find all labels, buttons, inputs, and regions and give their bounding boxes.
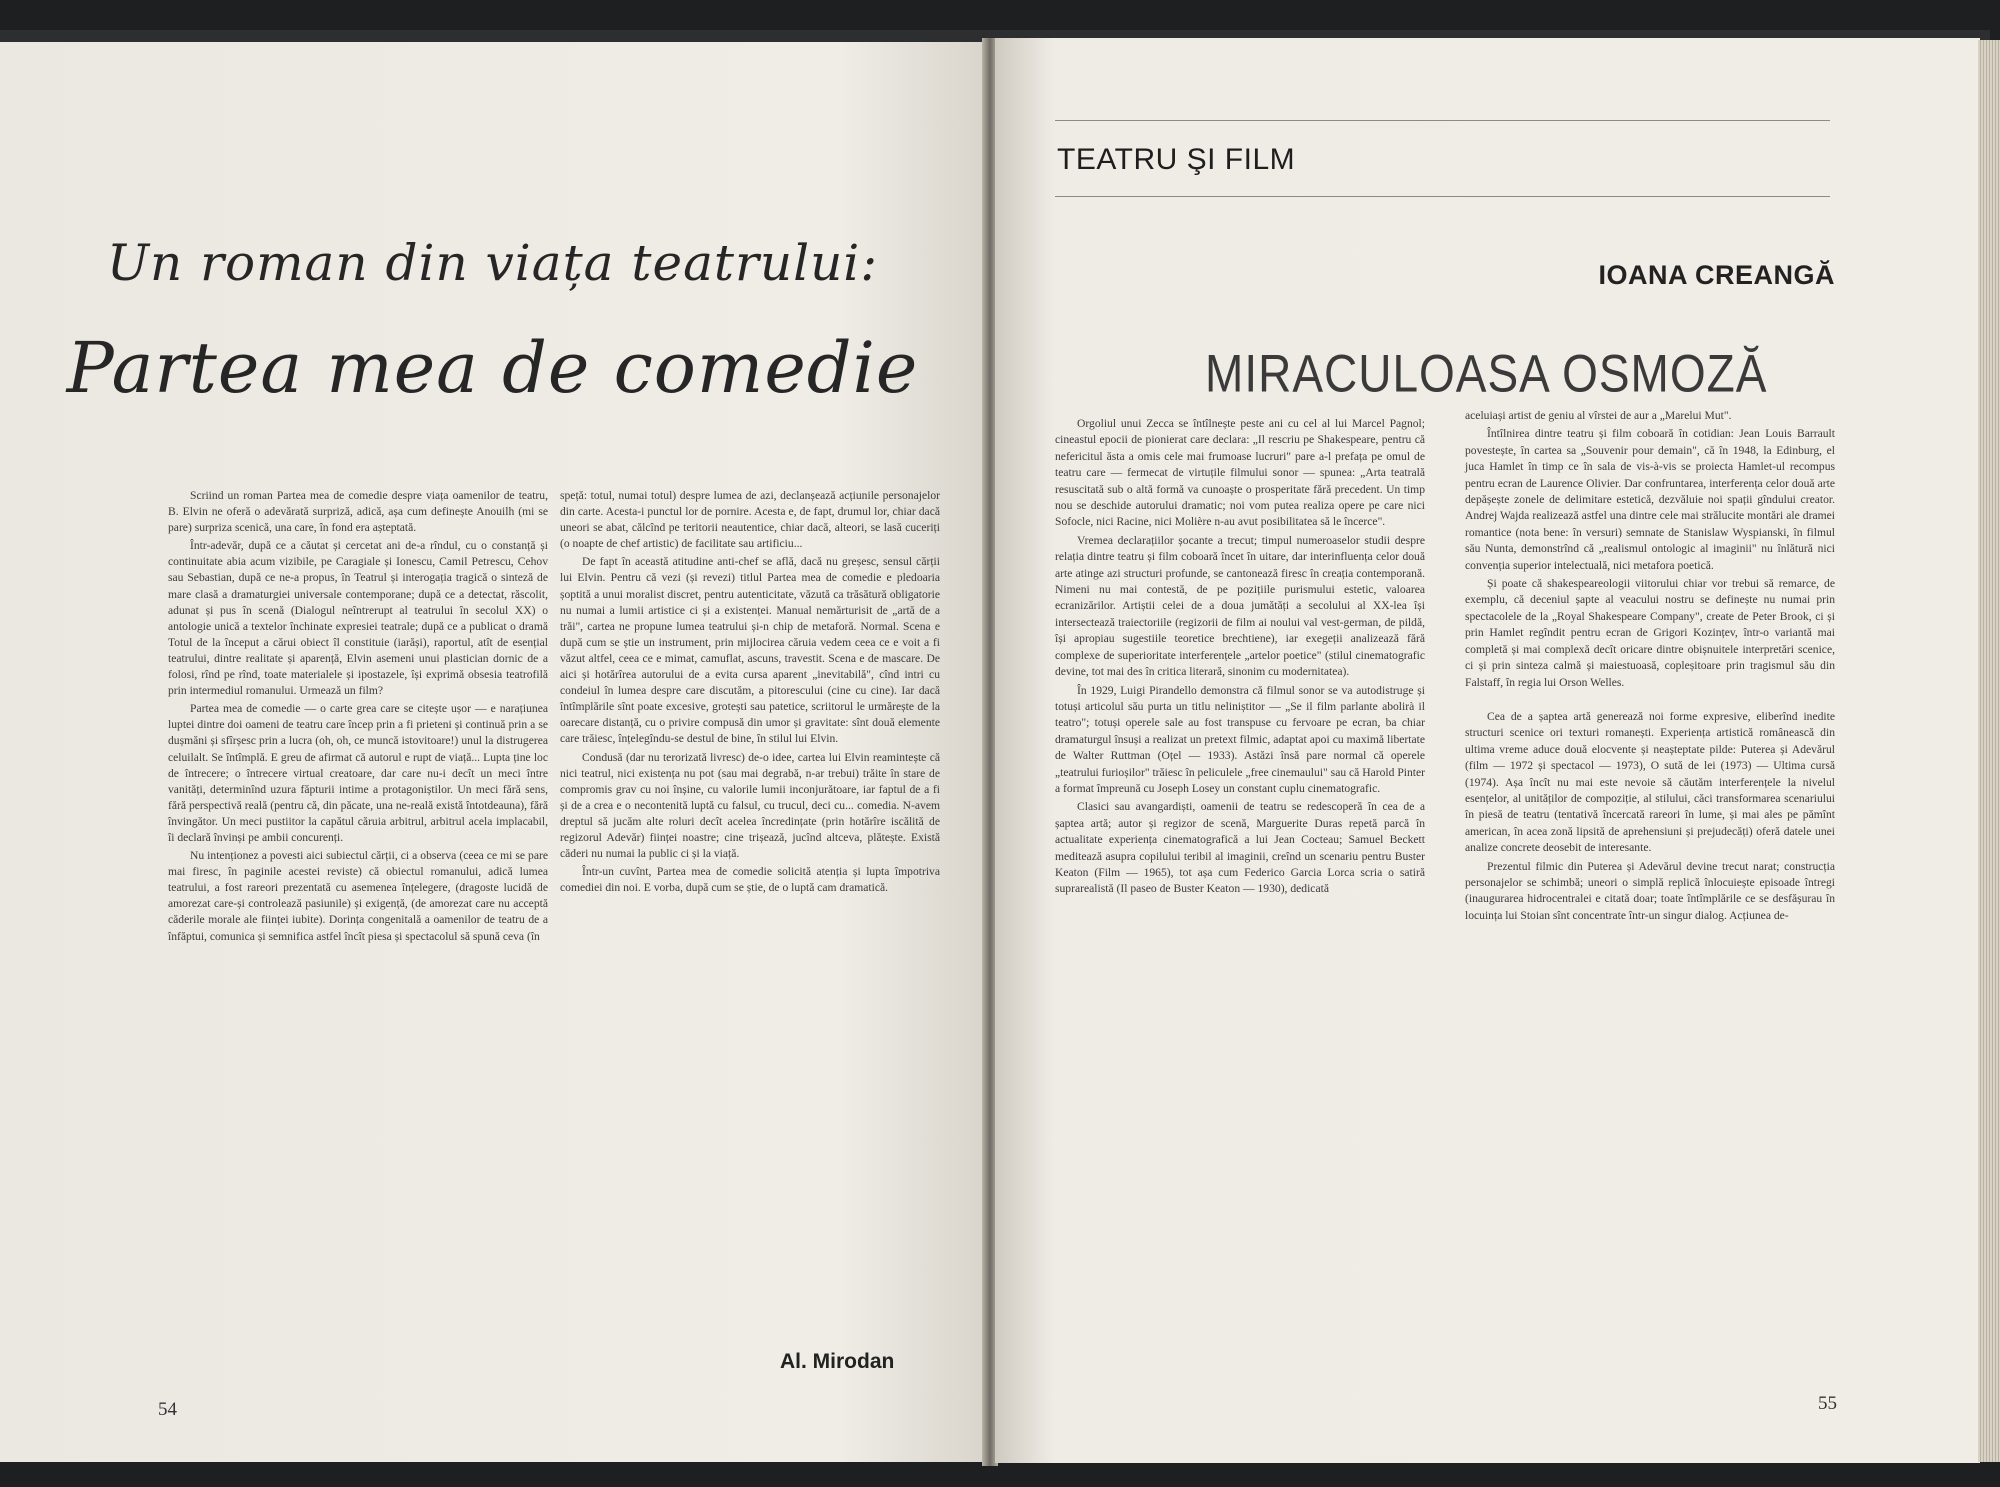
paragraph: De fapt în această atitudine anti-chef se află, dacă nu greșesc, sensul cărții lui Elvin. Pentru că vezi (și revezi) titlul Partea mea de comedie e pledoaria șoptită a unui moralist discret, pentru autenticitate, văzută ca trăsătură obligatorie nu numai a lumii artistice ci și a existenței. Manual nemărturisit de „artă de a trăi", cartea ne propune lumea teatrului și-n chip de metaforă. Normal. Scena e după cum se știe un instrument, prin mijlocirea căruia vedem ceea ce e voit a fi văzut altfel, ceea ce e mimat, camuflat, ascuns, travestit. Scena e de mascare. De aici și hotărîrea autorului de a evita cursa aparent „inevitabilă", cînd intri cu condeiul în lumea despre care discutăm, a pitorescului (cine cu cine). Iar dacă întîmplările sînt poate excesive, grotești sau patetice, scriitorul le urmărește de la oarecare distanță, cu o privire compusă din umor și gravitate: sînt două elemente care trăiesc, înțelegîndu-se destul de bine, în stilul lui Elvin.: [560, 555, 940, 746]
section-rule-top: [1055, 120, 1830, 121]
paragraph: Clasici sau avangardiști, oamenii de teatru se redescoperă în cea de a șaptea artă; autor și regizor de scenă, Marguerite Duras repetă parcă în actualitate experiența cinematografică a lui Jean Cocteau; Samuel Beckett meditează asupra copilului teribil al imaginii, creînd un scenariu pentru Buster Keaton (Film — 1965), tot așa cum Federico Garcia Lorca scria o satiră suprarealistă (Il paseo de Buster Keaton — 1930), dedicată: [1055, 800, 1425, 896]
article-title-line1: Un roman din viața teatrului:: [106, 234, 879, 292]
paragraph: Prezentul filmic din Puterea și Adevărul devine trecut narat; construcția personajelor se schimbă; uneori o simplă replică înlocuiește episoade întregi (inaugurarea hidrocentralei e citată doar; toate întîmplările ce se desfășurau în locuința lui Stoian sînt concentrate într-un singur dialog. Acțiunea de-: [1465, 859, 1835, 922]
paragraph: speță: totul, numai totul) despre lumea de azi, declanșează acțiunile personajelor din carte. Acesta-i punctul lor de pornire. Acesta e, de fapt, drumul lor, chiar dacă uneori se abat, călcînd pe teritorii neautentice, chiar dacă, alteori, se lasă cuceriți (o noapte de chef artistic) de facilitate sau artificiu...: [560, 489, 940, 551]
paragraph: Partea mea de comedie — o carte grea care se citește ușor — e narațiunea luptei dintre doi oameni de teatru care încep prin a fi prieteni și continuă prin a se dușmăni și sfîrșesc prin a lucra (oh, oh, ce muncă istovitoare!) unul la distrugerea celuilalt. Se întîmplă. E greu de afirmat că autorul e rupt de viață... Lupta ține loc de întrecere; o întrecere virtual creatoare, dar care nu-i decît un meci între vanități, determinînd uzura făpturii intime a protagoniștilor. Un meci fără sens, fără perspectivă reală (pentru că, din păcate, una ne-reală există întotdeauna), fără învingător. Un meci pustiitor la capătul căruia arbitrul, arbitrul acela implacabil, îi declară învinși pe ambii concurenți.: [168, 702, 548, 844]
right-column-2: [1465, 408, 1835, 924]
paragraph: aceluiași artist de geniu al vîrstei de aur a „Marelui Mut".: [1465, 409, 1732, 422]
paragraph-gap: [1465, 691, 1835, 709]
right-page: [995, 38, 1980, 1463]
paragraph: Condusă (dar nu terorizată livresc) de-o idee, cartea lui Elvin reamintește că nici teatrul, nici existența nu pot (sau mai degrabă, n-ar trebui) trăite în stare de compromis grav cu noi înșine, cu valorile lumii inconjurătoare, iar faptul de a fi și de a crea e o necontenită luptă cu falsul, cu trucul, deci cu... comedia. N-avem dreptul să jucăm alte roluri decît acelea încredințate (prin hotărîre iscălită de regizorul Adevăr) ființei noastre; cine trișează, jucînd altceva, plătește. Există căderi nu numai la public ci și la viață.: [560, 750, 940, 861]
page-number: 55: [1818, 1393, 1837, 1414]
paragraph: Întîlnirea dintre teatru și film coboară în cotidian: Jean Louis Barrault povestește, în cartea sa „Souvenir pour demain", că în 1948, la Edinburg, el juca Hamlet în timp ce în sala de vis-à-vis se proiecta Hamlet-ul recompus pentru ecran de Laurence Olivier. Dar confruntarea, interferența celor două arte depășește zonele de delimitare estetică, dezvăluie noi spații gîndului creator. Andrej Wajda realizează astfel una dintre cele mai strălucite montări ale dramei romantice (nota bene: în versuri) semnate de Stanislaw Wyspianski, în filmul său Nunta, demonstrînd că „realismul ontologic al imaginii" nu înlătură nici convenția superior intelectuală, nici metafora poetică.: [1465, 427, 1835, 572]
page-edges: [1978, 40, 2000, 1462]
section-heading: TEATRU ŞI FILM: [1057, 143, 1296, 176]
headline-text: MIRACULOASA OSMOZĂ: [1205, 343, 1768, 403]
paragraph: Cea de a șaptea artă generează noi forme expresive, eliberînd inedite structuri scenice ori texturi romanești. Experiența artistică românească din ultima vreme aduce două elocvente și neașteptate pilde: Puterea și Adevărul (film — 1972 și spectacol — 1973), O sută de lei (1973) — Ultima cursă (1974). Așa încît nu mai este nevoie să căutăm interferențele la nivelul esențelor, al unităților de compoziție, al stilului, căci transformarea scenariului în piesă de teatru (tentativă încercată rareori în lume, și mai ales pe pămînt american, în acea zonă lipsită de aprehensiuni și prejudecăți) oferă datele unei analize concrete deosebit de interesante.: [1465, 709, 1835, 855]
paragraph: Vremea declarațiilor șocante a trecut; timpul numeroaselor studii despre relația dintre teatru și film coboară încet în uitare, dar interinfluența celor două arte atinge azi structuri profunde, se cantonează firesc în creația contemporană. Nimeni nu mai contestă, de pe pozițiile purismului estetic, valoarea ecranizărilor. Artiștii celei de a doua jumătăți a secolului al XX-lea își intersectează traiectoriile (regizorii de film ai noului val vest-german, de pildă, își apropiau sugestiile teoretice brechtiene), iar exegeții analizează fără complexe de superioritate interferențele „artelor poetice" (stilul cinematografic devine, tot mai des în critica literară, sinonim cu modernitatea).: [1055, 533, 1425, 679]
paragraph: În 1929, Luigi Pirandello demonstra că filmul sonor se va autodistruge și totuși articolul său purta un titlu neliniștitor — „Se il film parlante abolirà il teatro"; totuși operele sale au fost transpuse cu fervoare pe ecran, ba chiar dramaturgul însuși a realizat un pretext filmic, adaptat apoi cu maximă libertate de Walter Ruttman (Oțel — 1933). Astăzi însă pare normal că operele „teatrului furioșilor" trăiesc în peliculele „free cinemaului" sau că Harold Pinter a format împreună cu Joseph Losey un constant cuplu cinematografic.: [1055, 683, 1426, 795]
paragraph: Nu intenționez a povesti aici subiectul cărții, ci a observa (ceea ce mi se pare mai firesc, în paginile acestei reviste) că obiectul romanului, adică lumea teatrului, a fost rareori prezentată cu asemenea înțelegere, (dragoste lucidă de amorezat care-și controlează pasiunile) și exigență, (de amorezat care nu acceptă căderile morale ale ființei iubite). Dorința congenitală a oamenilor de teatru de a înfăptui, comunica și semnifica astfel încît piesa și spectacolul să spună ceva (în: [168, 849, 548, 943]
paragraph: Într-adevăr, după ce a căutat și cercetat ani de-a rîndul, cu o constanță și continuitate abia acum vizibile, pe Caragiale și Ionescu, Camil Petrescu, Cehov sau Sebastian, după ce ne-a propus, în Teatrul și interogația tragică o sinteză de mare clasă a dramaturgiei universale contemporane; după ce a detectat, răscolit, adunat și pus în scenă (Dialogul neîntrerupt al teatrului în secolul XX) o antologie unică a textelor închinate expresiei teatrale; după ce a publicat o dramă Totul de la început a cărui obiect îl constituie (iarăși), raportul, atît de esențial teatrului, dintre realitate și aparență, Elvin asemeni unui plastician dornic de a folosi, rînd pe rînd, toate materialele și ipostazele, își exprimă obsesia teatrofilă prin intermediul romanului. Urmează un film?: [168, 539, 548, 698]
left-page: [0, 42, 985, 1462]
article-author: Al. Mirodan: [780, 1350, 895, 1373]
article-headline: [995, 343, 1980, 403]
paragraph: Într-un cuvînt, Partea mea de comedie solicită atenția și lupta împotriva comediei din noi. E vorba, după cum se știe, de o luptă cam dramatică.: [560, 865, 940, 895]
paragraph: Și poate că shakespeareologii viitorului chiar vor trebui să remarce, de exemplu, că deceniul șapte al veacului nostru se definește nu numai prin spectacolele de la „Royal Shakespeare Company", create de Peter Brook, ci și prin Hamlet regîndit pentru ecran de Grigori Kozințev, într-o variantă mai completă și mai complexă decît oricare dintre obișnuitele interpretări scenice, ci și prin sinteza calmă și maiestuoasă, copleșitoare prin tragismul său din Falstaff, în regia lui Orson Welles.: [1465, 577, 1835, 689]
right-column-1: [1055, 416, 1425, 898]
paragraph: Scriind un roman Partea mea de comedie despre viața oamenilor de teatru, B. Elvin ne oferă o adevărată surpriză, adică, așa cum definește Anouilh (mi se pare) surpriza scenică, una care, în fond era așteptată.: [168, 489, 548, 535]
paragraph: Orgoliul unui Zecca se întîlnește peste ani cu cel al lui Marcel Pagnol; cineastul epocii de pionierat care declara: „Il rescriu pe Shakespeare, pentru că nefericitul ăsta a omis cele mai frumoase lucruri" pare a-l prefața pe omul de teatru care — fermecat de virtuțile filmului sonor — spunea: „Arta teatrală resuscitată sub o altă formă va cunoaște o prosperitate fără precedent. Un timp nou se deschide autorului dramatic; noi vom putea realiza opere pe care nici Sofocle, nici Racine, nici Molière n-au avut posibilitatea să le încerce".: [1055, 417, 1425, 529]
left-column-1: [168, 488, 548, 945]
page-number: 54: [158, 1399, 177, 1420]
section-rule-bottom: [1055, 196, 1830, 197]
article-author: IOANA CREANGĂ: [1598, 260, 1835, 290]
article-title-line2: Partea mea de comedie: [66, 327, 919, 409]
left-column-2: [560, 488, 940, 896]
